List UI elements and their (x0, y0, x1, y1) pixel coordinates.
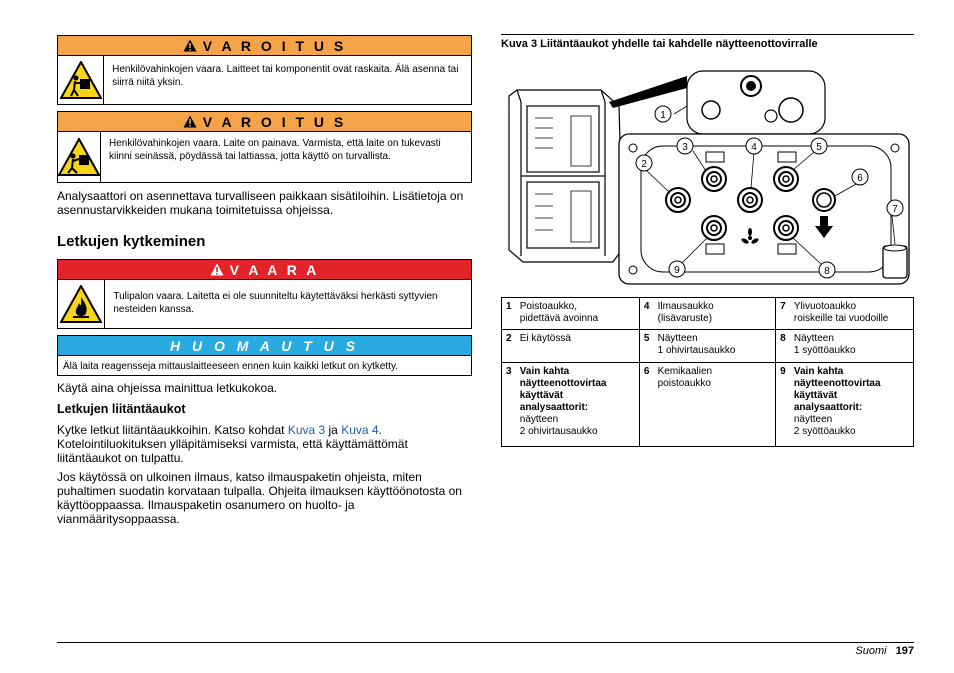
danger-label: V A A R A (229, 261, 320, 278)
legend-table (501, 297, 914, 447)
footer-rule (57, 642, 914, 643)
flame-icon (60, 285, 102, 323)
callout-1: 1 (660, 110, 666, 121)
notice-box (57, 335, 472, 376)
warning-header (58, 36, 471, 56)
callout-5: 5 (816, 142, 822, 153)
callout-4: 4 (751, 142, 757, 153)
warning-label: V A R O I T U S (202, 113, 347, 130)
notice-text: Älä laita reagensseja mittauslaitteeseen ennen kuin kaikki letkut on kytketty. (63, 361, 398, 372)
callout-6: 6 (857, 173, 863, 184)
heavy-object-icon (58, 138, 100, 176)
warning-triangle-icon (183, 115, 197, 128)
table-row: 2 Ei käytössä 5 Näytteen 1 ohivirtausaukko 8 Näytteen 1 syöttöaukko (502, 330, 914, 363)
danger-header (58, 260, 471, 280)
warning-triangle-icon (183, 39, 197, 52)
ports-paragraph: Kytke letkut liitäntäaukkoihin. Katso kohdat Kuva 3 ja Kuva 4. Kotelointiluokituksen ylläpitämiseksi varmista, että käyttämättömät liitäntäaukot on tulpattu. (57, 423, 408, 465)
figure-4-link[interactable]: Kuva 4 (341, 423, 379, 437)
figure-title: Kuva 3 Liitäntäaukot yhdelle tai kahdelle näytteenottovirralle (501, 38, 818, 50)
warning-text: Henkilövahinkojen vaara. Laitteet tai komponentit ovat raskaita. Älä asenna tai siirrä niitä yksin. (112, 64, 459, 88)
warning-box-2 (57, 111, 472, 183)
callout-3: 3 (682, 142, 688, 153)
intro-paragraph: Analysaattori on asennettava turvalliseen paikkaan sisätiloihin. Lisätietoja on asennustarvikkeiden mukana toimitetuissa ohjeissa. (57, 189, 464, 217)
connection-ports-illustration (501, 66, 914, 292)
page-number: 197 (895, 645, 914, 657)
tube-note: Käytä aina ohjeissa mainittua letkukokoa. (57, 381, 278, 395)
danger-text: Tulipalon vaara. Laitetta ei ole suunniteltu käytettäväksi herkästi syttyvien nesteiden kanssa. (113, 291, 438, 315)
vent-paragraph: Jos käytössä on ulkoinen ilmaus, katso ilmauspaketin ohjeista, miten puhaltimen suodatin korvataan tulpalla. Ohjeita ilmauksen käyttöönotosta on käyttöoppaassa. Ilmauspaketin osanumero on huolto- ja vianmääritysoppaassa. (57, 470, 462, 526)
section-title: Letkujen kytkeminen (57, 233, 206, 250)
subsection-title: Letkujen liitäntäaukot (57, 402, 186, 416)
warning-box-1 (57, 35, 472, 105)
table-row: 1 Poistoaukko, pidettävä avoinna 4 Ilmausaukko (lisävaruste) 7 Ylivuotoaukko roiskeille tai vuodoille (502, 298, 914, 330)
warning-text: Henkilövahinkojen vaara. Laite on painava. Varmista, että laite on tukevasti kiinni seinässä, pöydässä tai lattiassa, jotta käyttö on turvallista. (109, 138, 441, 162)
warning-triangle-icon (210, 263, 224, 276)
footer-language: Suomi (855, 645, 887, 657)
warning-header (58, 112, 471, 132)
callout-9: 9 (674, 265, 680, 276)
danger-box (57, 259, 472, 329)
callout-8: 8 (824, 266, 830, 277)
warning-label: V A R O I T U S (202, 37, 347, 54)
figure-rule (501, 34, 914, 35)
heavy-lift-icon (60, 61, 102, 99)
table-row: 3 Vain kahta näytteenottovirtaa käyttävät analysaattorit: näytteen 2 ohivirtausaukko 6 Kemikaalien poistoaukko 9 Vain kahta näytteenottovirtaa käyttävät analysaattorit: näytteen 2 syöttöaukko (502, 363, 914, 447)
callout-7: 7 (892, 204, 898, 215)
footer (855, 645, 914, 657)
callout-2: 2 (641, 159, 647, 170)
figure-3-link[interactable]: Kuva 3 (287, 423, 326, 437)
notice-header: H U O M A U T U S (58, 336, 471, 356)
